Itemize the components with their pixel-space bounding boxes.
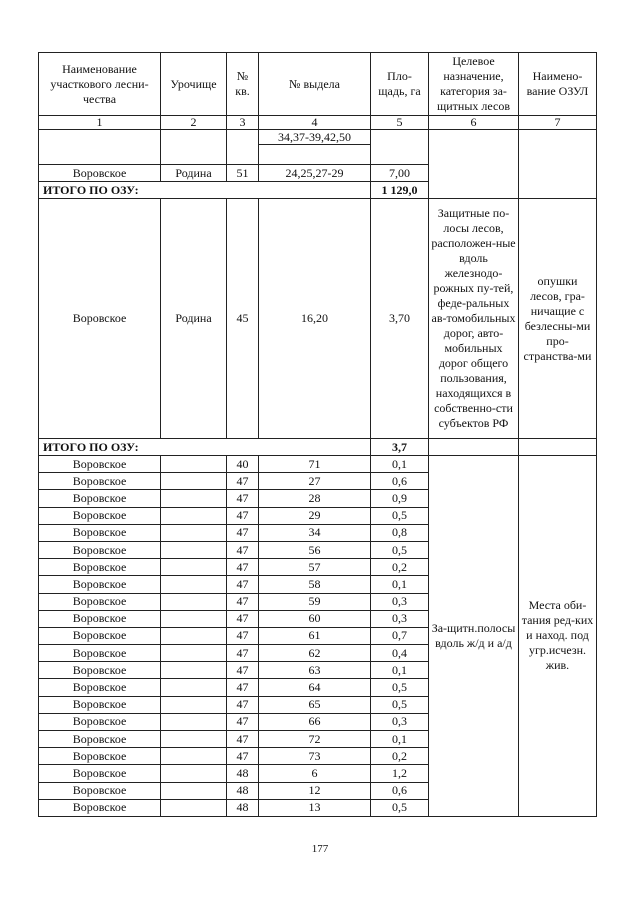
header-area: Пло-щадь, га [371, 53, 429, 116]
total-label: ИТОГО ПО ОЗУ: [39, 439, 371, 456]
cell-quarter: 47 [227, 473, 259, 490]
cell-area: 0,1 [371, 456, 429, 473]
cell-ozul-empty [519, 130, 597, 199]
header-district: Наименование участкового лесни-чества [39, 53, 161, 116]
cell-vydel: 64 [259, 679, 371, 696]
cell-vydel: 63 [259, 662, 371, 679]
cell-area: 0,7 [371, 627, 429, 644]
cell-quarter: 47 [227, 627, 259, 644]
cell-area: 0,5 [371, 696, 429, 713]
cell-vydel: 61 [259, 627, 371, 644]
cell-purpose: Защитные по-лосы лесов, расположен-ные вдоль железнодо-рожных пу-тей, феде-ральных ав-томобильных дорог, авто-мобильных дорог общего пользования, находящихся в собственно-сти субъектов РФ [429, 199, 519, 439]
column-number: 4 [259, 116, 371, 130]
cell-quarter: 47 [227, 559, 259, 576]
cell-vydel: 16,20 [259, 199, 371, 439]
cell-district: Воровское [39, 456, 161, 473]
total-value: 3,7 [371, 439, 429, 456]
cell-district: Воровское [39, 524, 161, 541]
cell-district: Воровское [39, 610, 161, 627]
cell-district: Воровское [39, 593, 161, 610]
cell-tract-empty [161, 799, 227, 816]
column-number-row [39, 116, 597, 130]
cell-tract-empty [161, 662, 227, 679]
cell-district: Воровское [39, 662, 161, 679]
cell-quarter: 47 [227, 645, 259, 662]
cell-tract: Родина [161, 165, 227, 182]
cell-quarter: 47 [227, 507, 259, 524]
cell-district: Воровское [39, 559, 161, 576]
cell-vydel: 13 [259, 799, 371, 816]
cell-quarter: 47 [227, 679, 259, 696]
cell-tract-empty [161, 507, 227, 524]
cell-vydel: 60 [259, 610, 371, 627]
cell-district: Воровское [39, 679, 161, 696]
cell-quarter: 45 [227, 199, 259, 439]
header-tract: Урочище [161, 53, 227, 116]
cell-tract-empty [161, 524, 227, 541]
cell-ozul: опушки лесов, гра-ничащие с безлесны-ми про-странства-ми [519, 199, 597, 439]
cell-tract-empty [161, 610, 227, 627]
cell-vydel: 59 [259, 593, 371, 610]
cell-area: 0,5 [371, 679, 429, 696]
total-label: ИТОГО ПО ОЗУ: [39, 182, 371, 199]
cell-quarter: 48 [227, 782, 259, 799]
cell-vydel: 73 [259, 748, 371, 765]
cell-area: 0,3 [371, 593, 429, 610]
table-row [39, 199, 597, 439]
cell-vydel-empty [259, 145, 371, 165]
cell-area: 0,3 [371, 610, 429, 627]
cell-quarter: 47 [227, 490, 259, 507]
cell-quarter: 51 [227, 165, 259, 182]
cell-district: Воровское [39, 748, 161, 765]
cell-vydel: 34 [259, 524, 371, 541]
cell-area: 0,2 [371, 748, 429, 765]
header-purpose: Целевое назначение, категория за-щитных лесов [429, 53, 519, 116]
cell-vydel: 12 [259, 782, 371, 799]
cell-tract-empty [161, 627, 227, 644]
cell-tract-empty [161, 713, 227, 730]
cell-quarter: 47 [227, 524, 259, 541]
cell-quarter: 47 [227, 541, 259, 558]
cell-area: 0,3 [371, 713, 429, 730]
cell-tract-empty [161, 490, 227, 507]
cell-quarter-empty [227, 130, 259, 165]
cell-vydel: 66 [259, 713, 371, 730]
cell-quarter: 47 [227, 662, 259, 679]
cell-vydel: 72 [259, 731, 371, 748]
cell-area: 0,4 [371, 645, 429, 662]
cell-ozul-empty [519, 439, 597, 456]
cell-vydel-continued: 34,37-39,42,50 [259, 130, 371, 145]
header-quarter: № кв. [227, 53, 259, 116]
cell-tract-empty [161, 645, 227, 662]
cell-area: 0,2 [371, 559, 429, 576]
cell-district: Воровское [39, 799, 161, 816]
cell-tract-empty [161, 559, 227, 576]
continued-row [39, 130, 597, 145]
cell-district: Воровское [39, 765, 161, 782]
cell-district: Воровское [39, 782, 161, 799]
cell-area: 1,2 [371, 765, 429, 782]
cell-district: Воровское [39, 490, 161, 507]
cell-quarter: 40 [227, 456, 259, 473]
column-number: 2 [161, 116, 227, 130]
cell-area: 0,5 [371, 541, 429, 558]
header-ozul: Наимено-вание ОЗУЛ [519, 53, 597, 116]
cell-vydel: 24,25,27-29 [259, 165, 371, 182]
cell-tract-empty [161, 748, 227, 765]
table-row [39, 456, 597, 473]
cell-district-empty [39, 130, 161, 165]
cell-quarter: 47 [227, 731, 259, 748]
cell-district: Воровское [39, 165, 161, 182]
cell-quarter: 48 [227, 765, 259, 782]
cell-district: Воровское [39, 541, 161, 558]
column-number: 1 [39, 116, 161, 130]
cell-tract-empty [161, 731, 227, 748]
column-number: 5 [371, 116, 429, 130]
cell-district: Воровское [39, 507, 161, 524]
cell-area: 7,00 [371, 165, 429, 182]
header-row [39, 53, 597, 116]
cell-tract-empty [161, 473, 227, 490]
cell-ozul: Места оби-тания ред-ких и наход. под угр.исчезн. жив. [519, 456, 597, 817]
cell-quarter: 47 [227, 576, 259, 593]
cell-purpose-empty [429, 130, 519, 199]
cell-area: 0,1 [371, 731, 429, 748]
cell-area: 0,6 [371, 782, 429, 799]
cell-district: Воровское [39, 473, 161, 490]
cell-district: Воровское [39, 576, 161, 593]
cell-tract-empty [161, 456, 227, 473]
cell-tract-empty [161, 130, 227, 165]
cell-tract-empty [161, 541, 227, 558]
cell-area: 0,9 [371, 490, 429, 507]
cell-vydel: 65 [259, 696, 371, 713]
total-value: 1 129,0 [371, 182, 429, 199]
cell-area: 3,70 [371, 199, 429, 439]
cell-area: 0,1 [371, 662, 429, 679]
cell-tract-empty [161, 593, 227, 610]
cell-area-empty [371, 130, 429, 165]
cell-tract-empty [161, 576, 227, 593]
column-number: 6 [429, 116, 519, 130]
cell-district: Воровское [39, 731, 161, 748]
cell-quarter: 47 [227, 593, 259, 610]
cell-vydel: 29 [259, 507, 371, 524]
cell-tract-empty [161, 782, 227, 799]
cell-vydel: 56 [259, 541, 371, 558]
cell-purpose: За-щитн.полосы вдоль ж/д и а/д [429, 456, 519, 817]
cell-area: 0,5 [371, 507, 429, 524]
cell-area: 0,6 [371, 473, 429, 490]
cell-quarter: 47 [227, 696, 259, 713]
cell-district: Воровское [39, 199, 161, 439]
cell-vydel: 57 [259, 559, 371, 576]
cell-purpose-empty [429, 439, 519, 456]
cell-district: Воровское [39, 696, 161, 713]
header-vydel: № выдела [259, 53, 371, 116]
cell-tract-empty [161, 696, 227, 713]
cell-vydel: 6 [259, 765, 371, 782]
cell-vydel: 27 [259, 473, 371, 490]
page-number: 177 [311, 843, 329, 855]
cell-vydel: 71 [259, 456, 371, 473]
cell-district: Воровское [39, 713, 161, 730]
column-number: 7 [519, 116, 597, 130]
cell-area: 0,8 [371, 524, 429, 541]
cell-vydel: 28 [259, 490, 371, 507]
cell-vydel: 58 [259, 576, 371, 593]
column-number: 3 [227, 116, 259, 130]
total-row [39, 439, 597, 456]
cell-vydel: 62 [259, 645, 371, 662]
cell-district: Воровское [39, 645, 161, 662]
forest-zones-table [38, 52, 597, 817]
cell-quarter: 48 [227, 799, 259, 816]
cell-quarter: 47 [227, 748, 259, 765]
cell-tract-empty [161, 679, 227, 696]
cell-quarter: 47 [227, 713, 259, 730]
cell-area: 0,1 [371, 576, 429, 593]
cell-area: 0,5 [371, 799, 429, 816]
cell-tract-empty [161, 765, 227, 782]
cell-tract: Родина [161, 199, 227, 439]
cell-quarter: 47 [227, 610, 259, 627]
cell-district: Воровское [39, 627, 161, 644]
